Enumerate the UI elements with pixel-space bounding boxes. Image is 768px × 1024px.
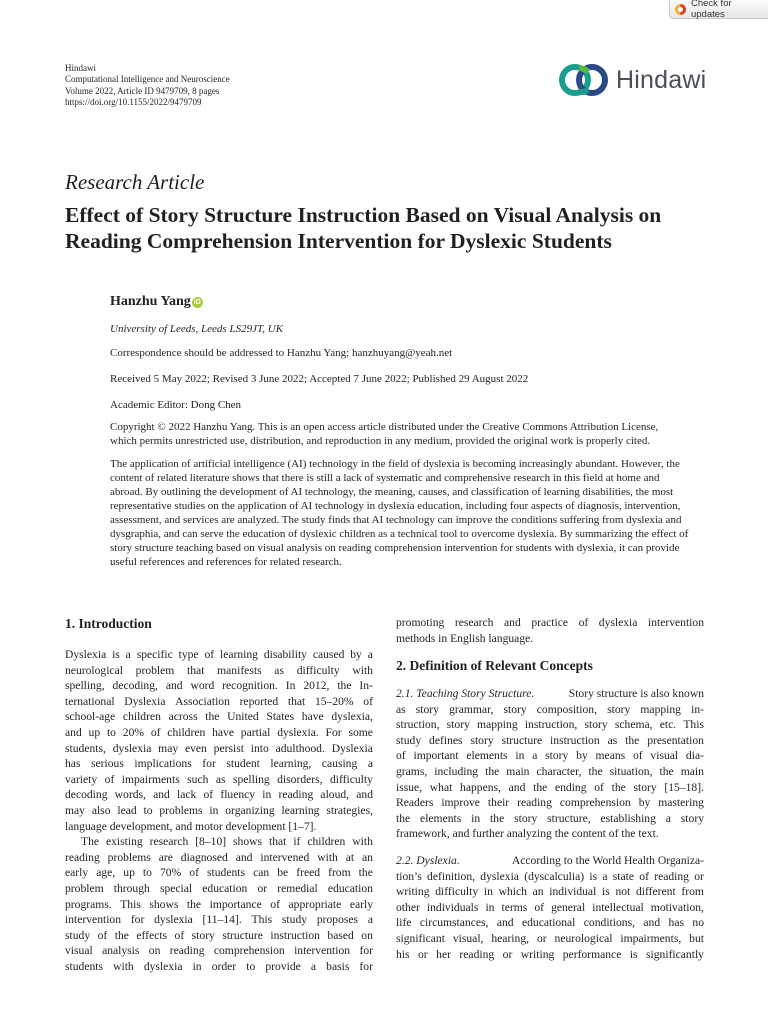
body-line: struction, story mapping instruction, story schema, etc. This bbox=[396, 718, 704, 732]
body-line: may also lead to problems in organizing learning strategies, bbox=[65, 803, 373, 817]
abstract-line: useful references and references for related research. bbox=[110, 556, 342, 568]
crossmark-icon bbox=[675, 4, 686, 15]
body-line: life circumstances, and educational conditions, and has no bbox=[396, 916, 704, 930]
title-line: Effect of Story Structure Instruction Based on Visual Analysis on bbox=[65, 203, 662, 227]
body-line: students with dyslexia in order to provide a basis for bbox=[65, 959, 373, 973]
body-line: the elements in the story structure, establishing a story bbox=[396, 811, 704, 825]
author bbox=[110, 294, 203, 310]
author-name: Hanzhu Yang bbox=[110, 294, 191, 309]
introduction-body bbox=[65, 647, 373, 974]
body-line: visual analysis on reading comprehension intervention for bbox=[65, 944, 373, 958]
abstract-line: story structure teaching based on visual analysis on reading comprehension intervention for students with dyslexia, it can provide bbox=[110, 542, 680, 554]
copyright-line: which permits unrestricted use, distribution, and reproduction in any medium, provided the original work is properly cited. bbox=[110, 435, 651, 447]
academic-editor: Academic Editor: Dong Chen bbox=[110, 399, 242, 411]
body-line: methods in English language. bbox=[396, 631, 534, 645]
body-line: grams, including the main character, the situation, the main bbox=[396, 764, 704, 778]
journal-name: Computational Intelligence and Neuroscience bbox=[65, 74, 230, 85]
subsection-title: 2.1. Teaching Story Structure. bbox=[396, 687, 535, 700]
body-line: tion’s definition, dyslexia (dyscalculia) is a state of reading or bbox=[396, 869, 704, 883]
body-line: programs. This shows the importance of appropriate early bbox=[65, 897, 373, 911]
body-line: language development, and motor development [1–7]. bbox=[65, 819, 317, 833]
check-for-updates-button[interactable] bbox=[669, 0, 768, 19]
body-line: The existing research [8–10] shows that if children with bbox=[81, 835, 373, 849]
abstract-line: representative studies on the application of AI technology in dyslexia education, including four aspects of diagnosis, intervention, bbox=[110, 500, 681, 512]
abstract-line: The application of artificial intelligence (AI) technology in the field of dyslexia is becoming increasingly abundant. However, the bbox=[110, 458, 680, 470]
subsection-title: 2.2. Dyslexia. bbox=[396, 854, 460, 867]
body-line: neurological problem that manifests as difficulty with bbox=[65, 663, 373, 677]
body-line: intervention for dyslexia [11–14]. This study proposes a bbox=[65, 913, 373, 927]
copyright-notice bbox=[110, 420, 710, 448]
body-line: significant visual, hearing, or neurological impairments, but bbox=[396, 931, 704, 945]
subsection-teaching-story-structure bbox=[396, 686, 704, 842]
hindawi-logo-text: Hindawi bbox=[616, 65, 707, 94]
body-line: Dyslexia is a specific type of learning disability caused by a bbox=[65, 648, 373, 661]
body-line: issue, what happens, and the ending of the story [15–18]. bbox=[396, 780, 704, 794]
article-type: Research Article bbox=[65, 170, 205, 194]
subsection-text: Story structure is also known bbox=[568, 687, 704, 700]
affiliation: University of Leeds, Leeds LS29JT, UK bbox=[110, 323, 284, 335]
body-line: other individuals in terms of general intellectual motivation, bbox=[396, 900, 704, 914]
check-for-updates-label: Check for updates bbox=[690, 0, 732, 20]
body-line: study defines story structure instruction as the presentation bbox=[396, 733, 704, 747]
journal-meta bbox=[65, 63, 230, 109]
subsection-text: According to the World Health Organiza- bbox=[511, 854, 704, 867]
orcid-icon[interactable]: iD bbox=[193, 298, 201, 306]
body-line: early age, up to 70% of students can be freed from the bbox=[65, 866, 373, 880]
body-line: study of the effects of story structure instruction based on bbox=[65, 928, 373, 942]
publication-dates: Received 5 May 2022; Revised 3 June 2022; Accepted 7 June 2022; Published 29 August 2022 bbox=[110, 373, 529, 385]
hindawi-logo-icon bbox=[558, 62, 610, 98]
abstract bbox=[110, 457, 710, 569]
body-line: framework, and further analyzing the content of the text. bbox=[396, 827, 659, 841]
body-line: has serious implications for student learning, causing a bbox=[65, 757, 373, 771]
body-line bbox=[396, 686, 704, 702]
title-line: Reading Comprehension Intervention for Dyslexic Students bbox=[65, 229, 612, 253]
abstract-line: content of related literature shows that there is still a lack of systematic and comprehensive research in this field at home and bbox=[110, 472, 660, 484]
body-line: and up to 20% of children have partial dyslexia. For some bbox=[65, 725, 373, 739]
volume-info: Volume 2022, Article ID 9479709, 8 pages bbox=[65, 85, 220, 96]
right-column-body bbox=[396, 615, 704, 646]
body-line: decoding words, and lack of fluency in reading aloud, and bbox=[65, 788, 373, 802]
publisher-name: Hindawi bbox=[65, 63, 96, 73]
body-line: Readers improve their reading comprehension by mastering bbox=[396, 796, 704, 810]
body-line: ternational Dyslexia Association reported that 15–20% of bbox=[65, 694, 373, 708]
abstract-line: assessment, and services are analyzed. The study finds that AI technology can improve the conditions suffering from dyslexia and bbox=[110, 514, 682, 526]
body-line: school-age children across the United States have dyslexia, bbox=[65, 710, 373, 724]
body-line bbox=[396, 853, 704, 869]
abstract-line: dysgraphia, and can serve the education of dyslexic children as a technical tool to overcome dyslexia. By summarizing the effect of bbox=[110, 528, 689, 540]
body-line: as story grammar, story composition, story mapping in- bbox=[396, 702, 704, 716]
body-line: writing difficulty in which an individual is not different from bbox=[396, 885, 704, 899]
abstract-line: abroad. By outlining the development of AI technology, the meaning, causes, and classification of learning disabilities, the most bbox=[110, 486, 674, 498]
body-line: spelling, decoding, and word recognition. In 2012, the In- bbox=[65, 679, 373, 693]
doi-link[interactable]: https://doi.org/10.1155/2022/9479709 bbox=[65, 97, 202, 108]
section-heading-definitions: 2. Definition of Relevant Concepts bbox=[396, 658, 593, 673]
subsection-dyslexia bbox=[396, 853, 704, 962]
body-line: students, dyslexia may even persist into adulthood. Dyslexia bbox=[65, 741, 373, 755]
body-line: variety of impairments such as spelling disorders, difficulty bbox=[65, 772, 373, 786]
body-line: of important elements in a story by means of visual dia- bbox=[396, 749, 704, 763]
body-line: his or her reading or writing performance is significantly bbox=[396, 947, 704, 961]
body-line: promoting research and practice of dyslexia intervention bbox=[396, 616, 704, 629]
body-line: reading problems are diagnosed and intervened with at an bbox=[65, 850, 373, 864]
copyright-line: Copyright © 2022 Hanzhu Yang. This is an open access article distributed under the Creative Commons Attribution License, bbox=[110, 421, 659, 433]
hindawi-logo bbox=[558, 62, 706, 98]
correspondence: Correspondence should be addressed to Hanzhu Yang; hanzhuyang@yeah.net bbox=[110, 347, 453, 359]
body-line: problem through special education or remedial education bbox=[65, 881, 373, 895]
article-title bbox=[65, 202, 715, 254]
section-heading-introduction: 1. Introduction bbox=[65, 616, 152, 631]
